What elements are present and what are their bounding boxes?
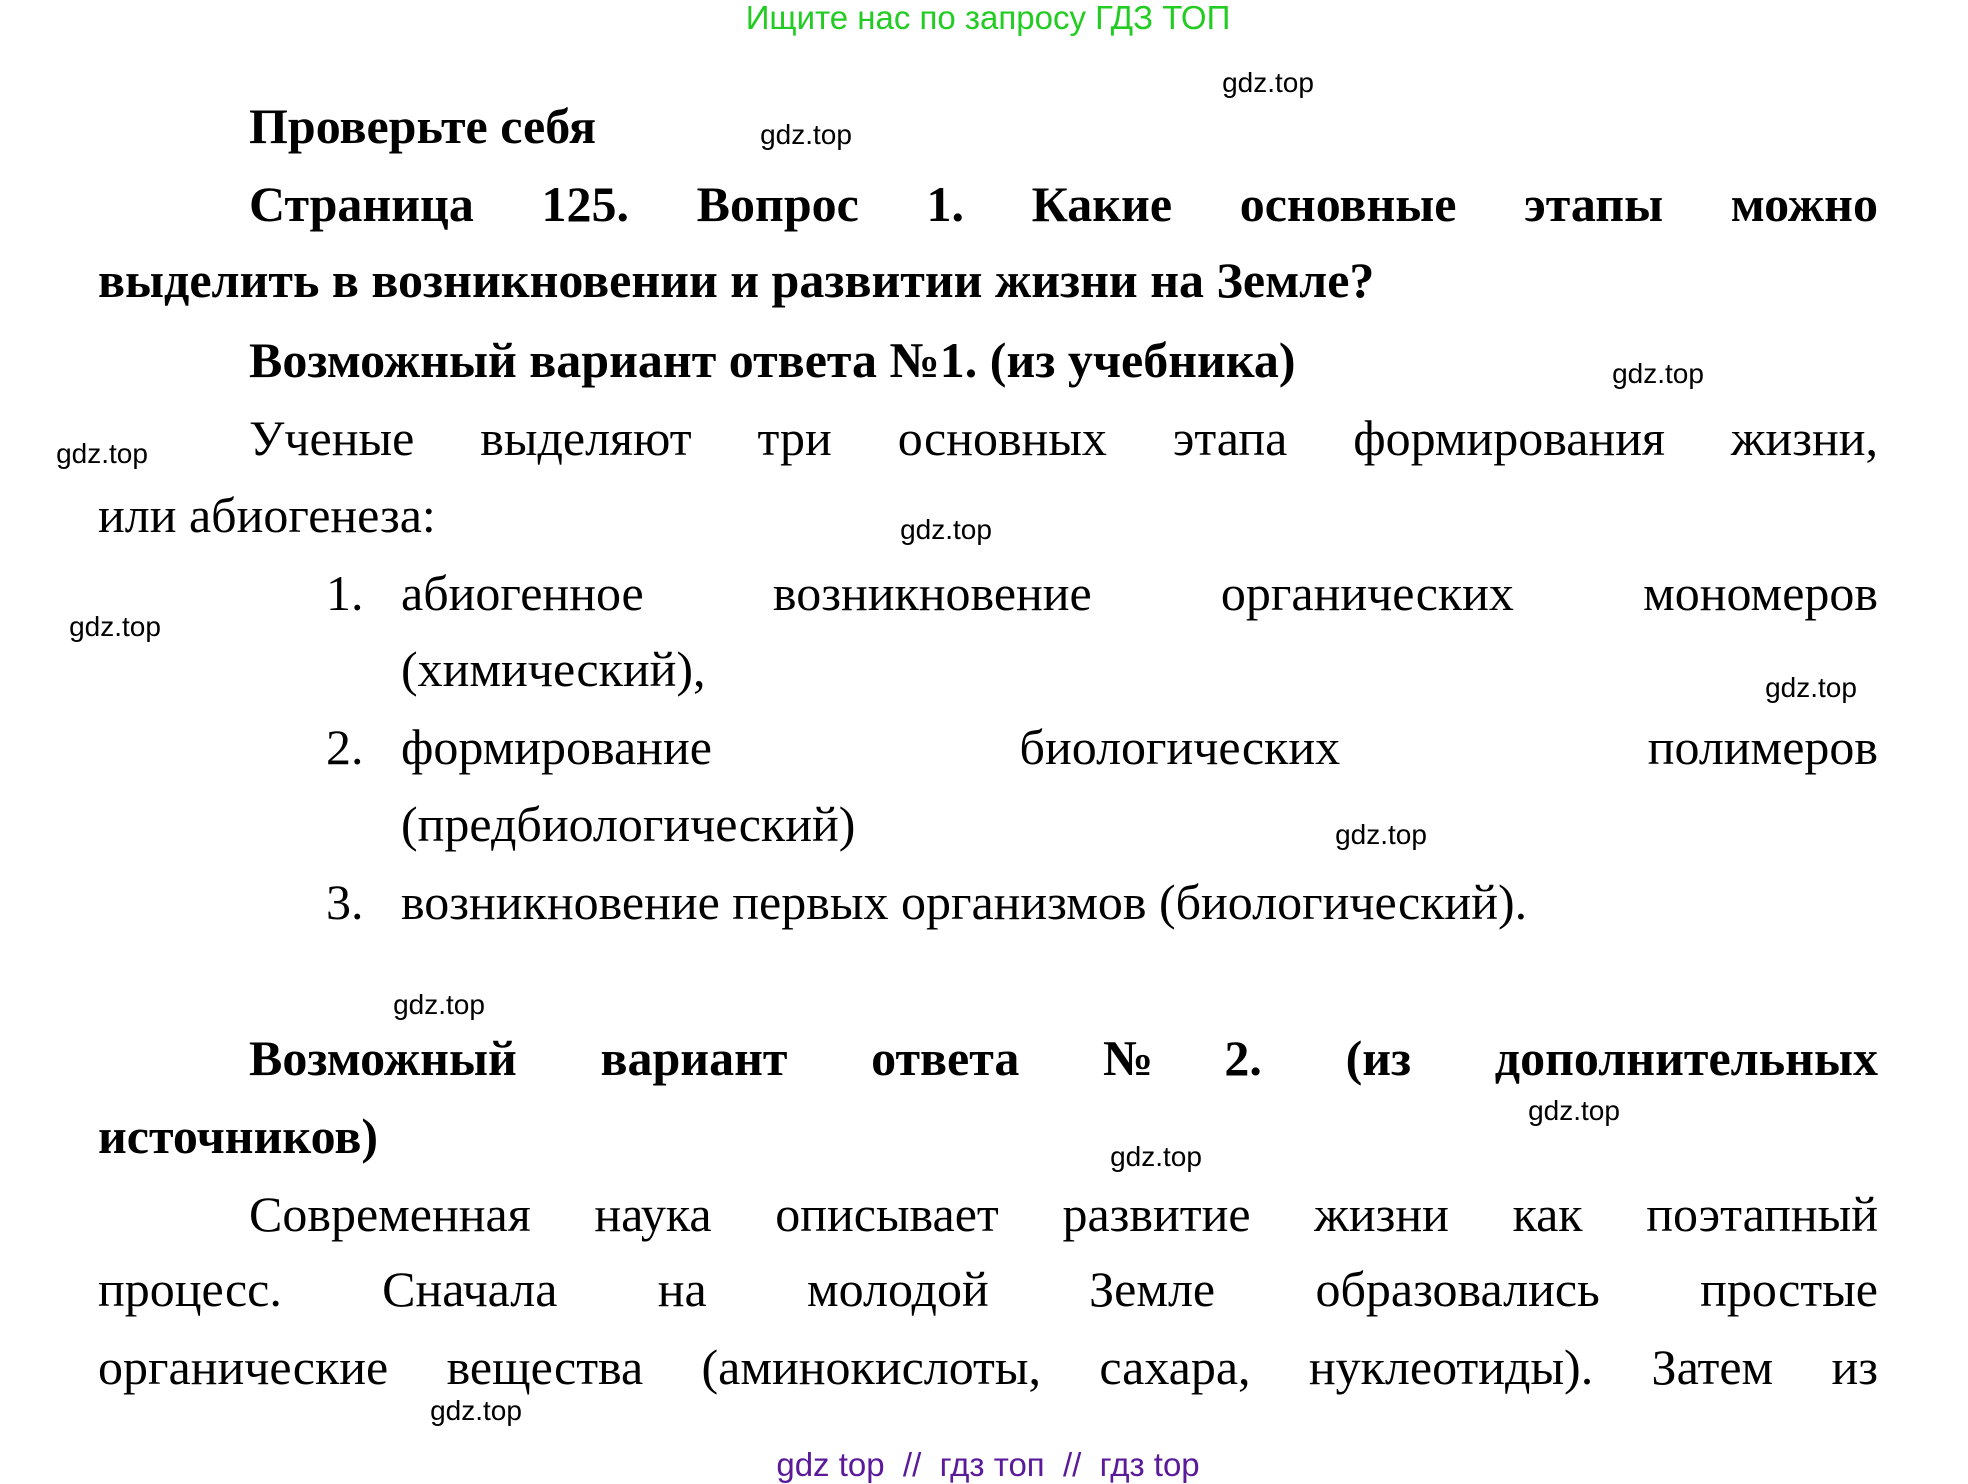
watermark: gdz.top bbox=[1110, 1141, 1202, 1172]
footer-links[interactable]: gdz top // гдз топ // гдз top bbox=[776, 1446, 1200, 1483]
list-item-line: (химический), bbox=[401, 641, 706, 697]
watermark: gdz.top bbox=[430, 1395, 522, 1426]
answer2-text-line-1: Современная наука описывает развитие жизни как поэтапный bbox=[249, 1186, 1878, 1242]
answer2-text-line-2: процесс. Сначала на молодой Земле образовались простые bbox=[98, 1261, 1878, 1317]
watermark: gdz.top bbox=[393, 989, 485, 1020]
list-item-line: возникновение первых организмов (биологический). bbox=[401, 874, 1528, 930]
question-line-2: выделить в возникновении и развитии жизни на Земле? bbox=[98, 252, 1375, 308]
list-item-line: (предбиологический) bbox=[401, 796, 856, 852]
list-item-number: 2. bbox=[326, 719, 364, 775]
watermark: gdz.top bbox=[69, 611, 161, 642]
answer2-text-line-3: органические вещества (аминокислоты, сахара, нуклеотиды). Затем из bbox=[98, 1339, 1878, 1395]
watermark: gdz.top bbox=[900, 514, 992, 545]
answer1-intro-line-2: или абиогенеза: bbox=[98, 487, 436, 543]
answer2-heading-line-2: источников) bbox=[98, 1108, 378, 1164]
watermark: gdz.top bbox=[1765, 672, 1857, 703]
list-item-number: 3. bbox=[326, 874, 364, 930]
answer1-heading: Возможный вариант ответа №1. (из учебника) bbox=[249, 332, 1296, 388]
list-item-line: формирование биологических полимеров bbox=[401, 719, 1878, 775]
list-item-number: 1. bbox=[326, 565, 364, 621]
watermark: gdz.top bbox=[56, 438, 148, 469]
watermark: gdz.top bbox=[1222, 67, 1314, 98]
answer2-heading-line-1: Возможный вариант ответа №2. (из дополнительных bbox=[249, 1030, 1878, 1086]
top-banner: Ищите нас по запросу ГДЗ ТОП bbox=[745, 0, 1231, 36]
question-line-1: Страница 125. Вопрос 1. Какие основные этапы можно bbox=[249, 176, 1878, 232]
watermark: gdz.top bbox=[760, 119, 852, 150]
watermark: gdz.top bbox=[1612, 358, 1704, 389]
watermark: gdz.top bbox=[1335, 819, 1427, 850]
section-title: Проверьте себя bbox=[249, 98, 597, 154]
answer1-intro-line-1: Ученые выделяют три основных этапа формирования жизни, bbox=[249, 410, 1878, 466]
list-item-line: абиогенное возникновение органических мономеров bbox=[401, 565, 1878, 621]
watermark: gdz.top bbox=[1528, 1095, 1620, 1126]
